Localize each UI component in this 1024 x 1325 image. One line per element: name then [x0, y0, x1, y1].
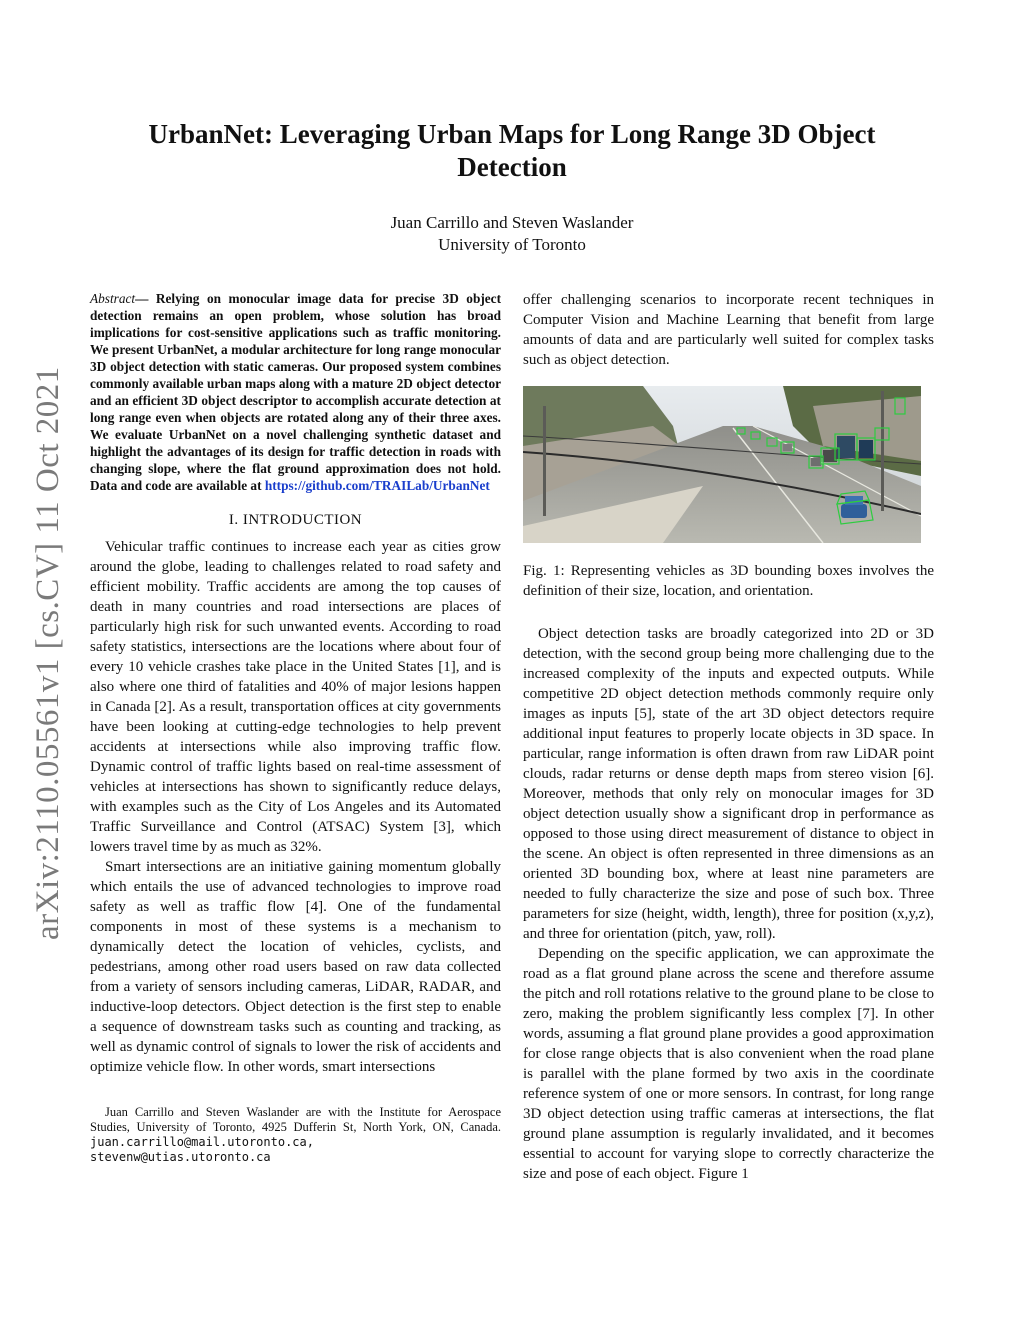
figure-1-image [523, 386, 921, 543]
intro-paragraph-1: Vehicular traffic continues to increase each year as cities grow around the globe, leading to challenges related to road safety and efficient mobility. Traffic accidents are among the top causes of death in many countries and road intersections are places of particularly high risk for such unwanted events. According to road safety statistics, intersections are the locations where about four of every 10 vehicle crashes take place in the United States [1], and is also where one third of fatalities and 40% of major lesions happen in Canada [2]. As a result, transportation offices at city governments have been looking at cutting-edge technologies to help prevent accidents at intersections while also improving traffic flow. Dynamic control of traffic lights based on real-time assessment of vehicles at intersections has shown to significantly reduce delays, with examples such as the City of Los Angeles and its Automated Traffic Surveillance and Control (ATSAC) System [3], which lowers travel time by as much as 32%. [90, 539, 501, 855]
distant-truck [837, 436, 855, 458]
abstract-text: Relying on monocular image data for precise 3D object detection remains an open problem, whose solution has broad implications for cost-sensitive applications such as traffic monitoring. We present UrbanNet, a modular architecture for long range monocular 3D object detection with static cameras. Our proposed system combines commonly available urban maps along with a mature 2D object detector and an efficient 3D object descriptor to accomplish accurate detection at long range even when objects are rotated along any of their three axes. We evaluate UrbanNet on a novel challenging synthetic dataset and highlight the advantages of its design for traffic detection in roads with changing slope, where the flat ground approximation does not hold. Data and code are available at [90, 291, 501, 493]
intro-paragraph-4: Depending on the specific application, we can approximate the road as a flat ground plane across the scene and therefore assume the pitch and roll rotations relative to the ground plane to be close to zero, making the problem significantly less complex [7]. In other words, assuming a flat ground plane provides a good approximation for close range objects that is also convenient when the road plane is parallel with the plane formed by two axis in the coordinate reference system of one or more sensors. In contrast, for long range 3D object detection using traffic cameras at intersections, the flat ground plane assumption is regularly invalidated, and it becomes essential to account for varying slope to correctly characterize the size and pose of each object. Figure 1 [523, 946, 934, 1182]
paper-title: UrbanNet: Leveraging Urban Maps for Long Range 3D Object Detection [148, 119, 876, 182]
figure-1-caption: Fig. 1: Representing vehicles as 3D bounding boxes involves the definition of their size, location, and orientation. [523, 563, 934, 599]
footnote-text: Juan Carrillo and Steven Waslander are with the Institute for Aerospace Studies, University of Toronto, 4925 Dufferin St, North York, ON, Canada. [90, 1105, 501, 1134]
distant-truck [859, 440, 873, 458]
section-heading-introduction: I. INTRODUCTION [228, 512, 363, 528]
arxiv-stamp: arXiv:2110.05561v1 [cs.CV] 11 Oct 2021 [30, 366, 66, 940]
intro-paragraph-2: Smart intersections are an initiative gaining momentum globally which entails the use of advanced technologies to improve road safety as well as traffic flow [4]. One of the fundamental components in most of these systems is a mechanism to dynamically detect the location of vehicles, cyclists, and pedestrians, among other road users based on raw data collected from a variety of sensors including cameras, LiDAR, RADAR, and inductive-loop detectors. Object detection is the first step to enable a sequence of downstream tasks such as counting and tracking, as well as dynamic control of signals to lower the risk of accidents and optimize vehicle flow. In other words, smart intersections [90, 859, 501, 1075]
author-footnote [90, 1105, 501, 1165]
code-link[interactable]: https://github.com/TRAILab/UrbanNet [264, 478, 490, 493]
blue-car [841, 504, 867, 518]
intro-paragraph-2-continued: offer challenging scenarios to incorporate recent techniques in Computer Vision and Machine Learning that benefit from large amounts of data and are particularly well suited for complex tasks such as object detection. [523, 292, 934, 368]
light-pole [881, 391, 884, 511]
footnote-emails: juan.carrillo@mail.utoronto.ca, stevenw@utias.utoronto.ca [90, 1135, 314, 1164]
intro-paragraph-3: Object detection tasks are broadly categorized into 2D or 3D detection, with the second group being more challenging due to the increased complexity of the inputs and expected outputs. While competitive 2D object detection methods commonly require only images as inputs [5], state of the art 3D object detectors require additional input features to properly locate objects in 3D space. In particular, range information is often drawn from raw LiDAR point clouds, radar returns or dense depth maps from stereo vision [6]. Moreover, methods that only rely on monocular images for 3D object detection usually show a significant drop in performance as opposed to those using direct measurement of distance to object in the scene. An object is often represented in three dimensions as an oriented 3D bounding box, where at least nine parameters are needed to fully characterize the size and pose of such box. Three parameters for size (height, width, length), three for position (x,y,z), and three for orientation (pitch, yaw, roll). [523, 626, 934, 942]
distant-car [811, 458, 821, 466]
light-pole [543, 406, 546, 516]
author-affiliation: University of Toronto [438, 235, 586, 254]
right-column [523, 290, 934, 1184]
abstract [90, 290, 501, 494]
abstract-dash: — [135, 291, 156, 306]
author-block [300, 212, 724, 256]
author-names: Juan Carrillo and Steven Waslander [390, 213, 634, 232]
abstract-label: Abstract [90, 291, 136, 306]
distant-car [783, 444, 792, 451]
left-column [90, 290, 501, 1165]
